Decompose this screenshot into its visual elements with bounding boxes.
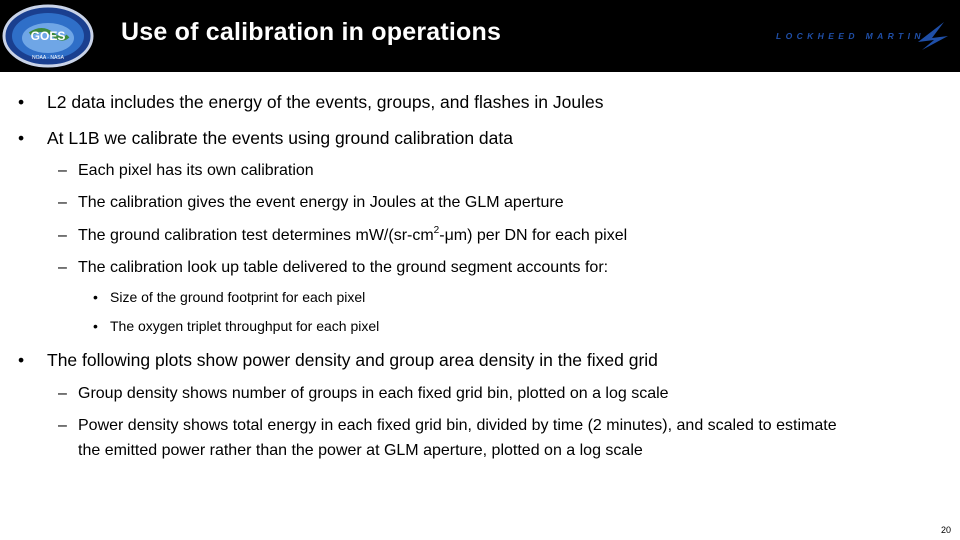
bullet-following-plots: The following plots show power density and group area density in the fixed grid	[47, 350, 658, 370]
sub-bullet-event-energy: The calibration gives the event energy in Joules at the GLM aperture	[78, 194, 564, 211]
bullet-marker: •	[18, 350, 25, 370]
small-bullet-marker: •	[93, 289, 98, 305]
sub-bullet-power-density-line2: the emitted power rather than the power at GLM aperture, plotted on a log scale	[78, 442, 643, 459]
sub-sub-bullet-footprint: Size of the ground footprint for each pixel	[110, 289, 366, 305]
bullet-marker: •	[18, 92, 25, 112]
sub-bullet-ground-calibration-test: The ground calibration test determines $mW/(sr-cm^2-\mu m)$ per DN for each pixel	[78, 225, 628, 244]
dash-marker: –	[58, 417, 67, 434]
dash-marker: –	[58, 227, 67, 244]
sub-sub-bullet-oxygen-triplet: The oxygen triplet throughput for each pixel	[110, 318, 380, 334]
dash-marker: –	[58, 194, 67, 211]
slide-title: Use of calibration in operations	[121, 18, 502, 46]
sub-bullet-power-density-line1: Power density shows total energy in each fixed grid bin, divided by time (2 minutes), and scaled to estimate	[78, 417, 837, 434]
bullet-marker: •	[18, 128, 25, 148]
svg-text:NOAA · NASA: NOAA · NASA	[32, 55, 64, 61]
small-bullet-marker: •	[93, 318, 98, 334]
page-number: 20	[941, 525, 952, 535]
bullet-l2-data-energy: L2 data includes the energy of the events, groups, and flashes in Joules	[47, 92, 604, 112]
sub-bullet-pixel-calibration: Each pixel has its own calibration	[78, 162, 314, 179]
bullet-l1b-calibration: At L1B we calibrate the events using ground calibration data	[47, 128, 513, 148]
dash-marker: –	[58, 162, 67, 179]
dash-marker: –	[58, 385, 67, 402]
sub-bullet-lookup-table: The calibration look up table delivered to the ground segment accounts for:	[78, 259, 609, 276]
lockheed-martin-wordmark: LOCKHEED MARTIN	[776, 31, 925, 41]
dash-marker: –	[58, 259, 67, 276]
svg-text:GOES: GOES	[30, 29, 66, 43]
sub-bullet-group-density: Group density shows number of groups in each fixed grid bin, plotted on a log scale	[78, 385, 669, 402]
